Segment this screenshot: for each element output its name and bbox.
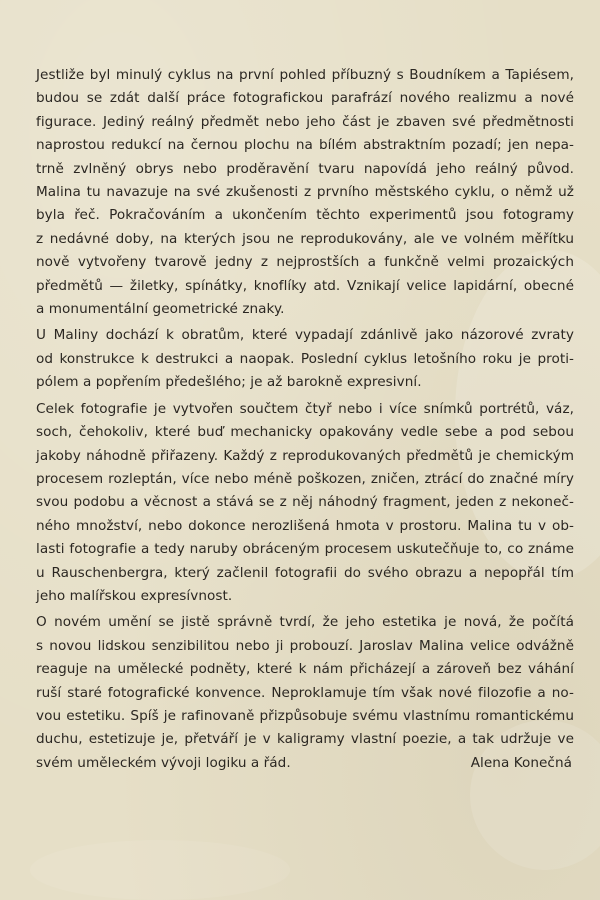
text-line: lasti fotografie a tedy naruby obráceným procesem uskutečňuje to, co známe	[36, 541, 574, 558]
text-line: u Rauschenbergra, který začlenil fotografii do svého obrazu a nepopřál tím	[36, 564, 574, 581]
paragraph-1	[36, 64, 574, 321]
text-line: nově vytvořeny tvarově jedny z nejprostších a funkčně velmi prozaických	[36, 254, 574, 271]
paragraph-3	[36, 398, 574, 609]
paragraph-2	[36, 324, 574, 394]
text-line: svém uměleckém vývoji logiku a řád.	[36, 754, 291, 771]
text-line: svou podobu a věcnost a stává se z něj náhodný fragment, jeden z nekoneč-	[36, 494, 574, 511]
text-line: pólem a popřením předešlého; je až barokně expresivní.	[36, 374, 422, 391]
text-line: procesem rozleptán, více nebo méně poškozen, zničen, ztrácí do značné míry	[36, 470, 574, 487]
text-line: Celek fotografie je vytvořen součtem čtyř nebo i více snímků portrétů, váz,	[36, 400, 574, 417]
text-line: figurace. Jediný reálný předmět nebo jeho část je zbaven své předmětnosti	[36, 113, 574, 130]
text-line: předmětů — žiletky, spínátky, knoflíky atd. Vznikají velice lapidární, obecné	[36, 277, 574, 294]
text-line: a monumentální geometrické znaky.	[36, 301, 285, 318]
text-line: naprostou redukcí na černou plochu na bílém abstraktním pozadí; jen nepa-	[36, 137, 574, 154]
text-line: jeho malířskou expresívnost.	[36, 587, 233, 604]
text-line: soch, čehokoliv, které buď mechanicky opakovány vedle sebe a pod sebou	[36, 424, 574, 441]
paragraph-4	[36, 611, 574, 775]
paper-bleed-mark	[30, 840, 290, 900]
text-line: jakoby náhodně přiřazeny. Každý z reprodukovaných předmětů je chemickým	[36, 447, 574, 464]
text-line: vou estetiku. Spíš je rafinovaně přizpůsobuje svému vlastnímu romantickému	[36, 707, 574, 724]
text-line: byla řeč. Pokračováním a ukončením těchto experimentů jsou fotogramy	[36, 207, 574, 224]
text-line: trně zvlněný obrys nebo proděravění tvaru napovídá jeho reálný původ.	[36, 160, 574, 177]
text-line: z nedávné doby, na kterých jsou ne reprodukovány, ale ve volném měřítku	[36, 230, 574, 247]
text-line: s novou lidskou senzibilitou nebo ji probouzí. Jaroslav Malina velice odvážně	[36, 637, 574, 654]
text-line: Malina tu navazuje na své zkušenosti z prvního městského cyklu, o němž už	[36, 184, 574, 201]
text-line: reaguje na umělecké podněty, které k nám přicházejí a zároveň bez váhání	[36, 661, 574, 678]
text-line: O novém umění se jistě správně tvrdí, že jeho estetika je nová, že počítá	[36, 614, 574, 631]
closing-row	[36, 752, 574, 775]
text-line: U Maliny dochází k obratům, které vypadají zdánlivě jako názorové zvraty	[36, 327, 574, 344]
text-line: ruší staré fotografické konvence. Neproklamuje tím však nové filozofie a no-	[36, 684, 574, 701]
text-line: Jestliže byl minulý cyklus na první pohled příbuzný s Boudníkem a Tapiésem,	[36, 67, 574, 83]
text-line: duchu, estetizuje je, přetváří je v kaligramy vlastní poezie, a tak udržuje ve	[36, 731, 574, 748]
article-body	[36, 64, 574, 778]
text-line: od konstrukce k destrukci a naopak. Poslední cyklus letošního roku je proti-	[36, 350, 574, 367]
text-line: ného množství, nebo dokonce nerozlišená hmota v prostoru. Malina tu v ob-	[36, 517, 574, 534]
text-line: budou se zdát další práce fotografickou parafrází nového realizmu a nové	[36, 90, 574, 107]
author-signature: Alena Konečná	[470, 754, 572, 771]
